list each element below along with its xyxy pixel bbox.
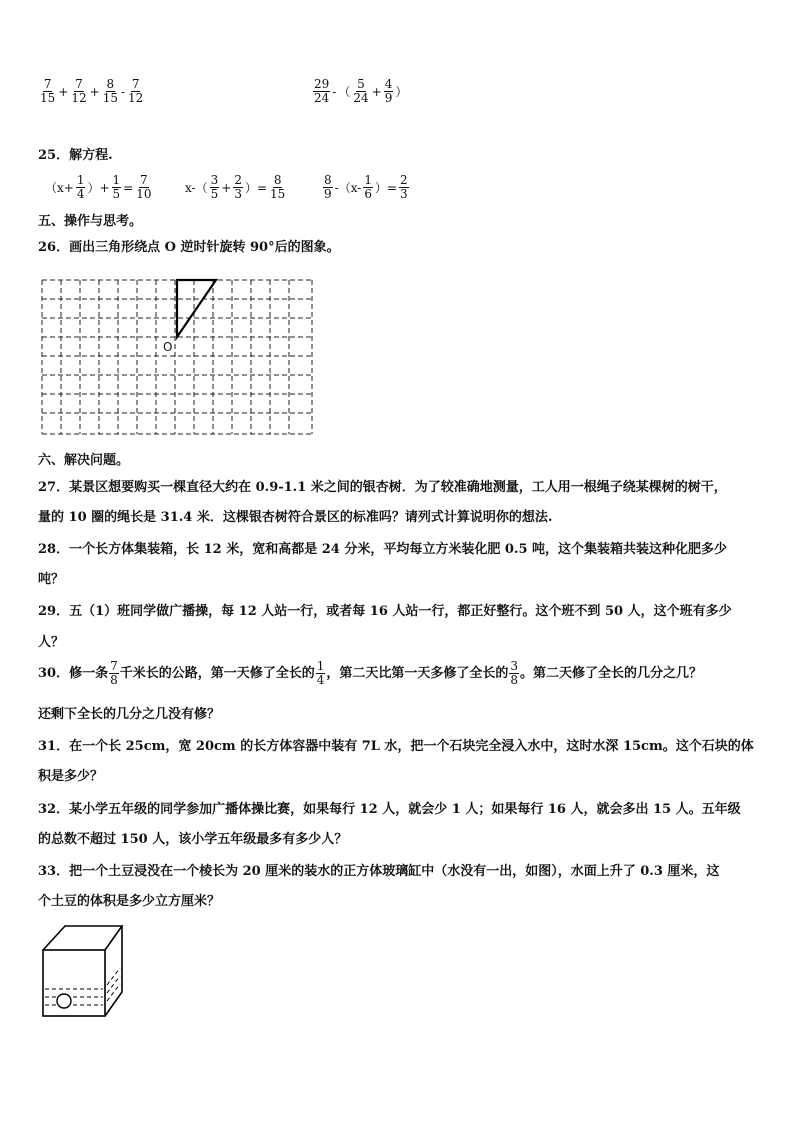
right-paren: ） [395,85,408,99]
fraction: $\frac{2}{3}$ [234,173,242,201]
fraction: $\frac{8}{15}$ [270,173,286,201]
fraction: $\frac{7}{12}$ [128,77,144,105]
fraction: $\frac{7}{15}$ [40,77,56,105]
q27-line-1: 27．某景区想要购买一棵直径大约在 0.9-1.1 米之间的银杏树．为了较准确地测量，工人用一根绳子绕某棵树的树干， [38,480,727,495]
left-paren: （ [338,85,351,99]
operator: - [332,84,337,99]
q31-line-1: 31．在一个长 25cm，宽 20cm 的长方体容器中装有 7L 水，把一个石块完全浸入水中，这时水深 15cm。这个石块的体 [38,739,754,754]
equals-sign: ）= [244,181,268,195]
q32-line-2: 的总数不超过 150 人，该小学五年级最多有多少人？ [38,832,348,847]
fraction: $\frac{3}{8}$ [510,659,519,687]
triangle-shape [177,280,216,337]
q32-line-1: 32．某小学五年级的同学参加广播体操比赛，如果每行 12 人，就会少 1 人；如果每行 16 人，就会多出 15 人。五年级 [38,802,741,817]
point-o-label: O [163,340,173,354]
operator: + [89,84,100,99]
calc-expression-2 [312,78,408,105]
q25-equation-2 [184,174,287,201]
fraction: $\frac{1}{4}$ [76,173,85,201]
fraction: $\frac{8}{15}$ [102,77,118,105]
potato-shape [57,994,71,1008]
fraction: $\frac{29}{24}$ [314,77,330,105]
fraction: $\frac{3}{5}$ [210,173,219,201]
fraction: $\frac{4}{9}$ [384,77,393,105]
q28-line-1: 28．一个长方体集装箱，长 12 米，宽和高都是 24 分米，平均每立方米装化肥 0.5 吨，这个集装箱共装这种化肥多少 [38,542,728,557]
eq-text: x-（ [185,181,208,195]
fraction: $\frac{1}{5}$ [112,173,121,201]
fraction: $\frac{1}{6}$ [364,173,372,201]
q27-line-2: 量的 10 圈的绳长是 31.4 米．这棵银杏树符合景区的标准吗？请列式计算说明你的想法. [38,510,553,525]
eq-text: ）+ [87,181,110,195]
eq-text: （x+ [45,181,74,195]
q25-equation-3 [322,174,410,201]
fraction: $\frac{7}{10}$ [136,173,152,201]
cube-tank-figure [40,922,126,1020]
q30-line-2: 还剩下全长的几分之几没有修？ [38,707,221,722]
q30-text: ，第二天比第一天多修了全长的 [326,665,509,681]
fraction: $\frac{2}{3}$ [400,173,408,201]
operator: - [120,84,126,99]
q33-line-2: 个土豆的体积是多少立方厘米？ [38,894,221,909]
operator: + [371,84,382,99]
eq-text: -（x- [334,181,362,195]
calc-expression-1 [38,78,145,105]
rotation-grid-figure [40,278,316,436]
fraction: $\frac{8}{9}$ [324,173,332,201]
equals-sign: = [123,180,134,195]
q30-text: 。第二天修了全长的几分之几？ [520,665,703,681]
equals-sign: ）= [374,181,398,195]
q30-text: 千米长的公路，第一天修了全长的 [119,665,315,681]
fraction: $\frac{5}{24}$ [353,77,369,105]
fraction: $\frac{7}{12}$ [71,77,87,105]
q29-line-2: 人？ [38,635,65,650]
q29-line-1: 29．五（1）班同学做广播操，每 12 人站一行，或者每 16 人站一行，都正好整行。这个班不到 50 人，这个班有多少 [38,604,732,619]
operator: + [221,180,232,195]
q30-text: 30．修一条 [38,665,109,681]
section-6-heading: 六、解决问题。 [38,453,130,468]
q31-line-2: 积是多少？ [38,769,104,784]
q25-label: 25．解方程. [38,148,113,163]
q28-line-2: 吨？ [38,572,65,587]
fraction: $\frac{1}{4}$ [316,659,325,687]
fraction: $\frac{7}{8}$ [110,659,118,687]
q25-equation-1 [44,174,154,201]
operator: + [58,84,69,99]
q30-line-1 [38,660,702,687]
q26-text: 26．画出三角形绕点 O 逆时针旋转 90°后的图象。 [38,240,340,255]
q33-line-1: 33．把一个土豆浸没在一个棱长为 20 厘米的装水的正方体玻璃缸中（水没有一出，如图），水面上升了 0.3 厘米，这 [38,864,720,879]
section-5-heading: 五、操作与思考。 [38,214,143,229]
